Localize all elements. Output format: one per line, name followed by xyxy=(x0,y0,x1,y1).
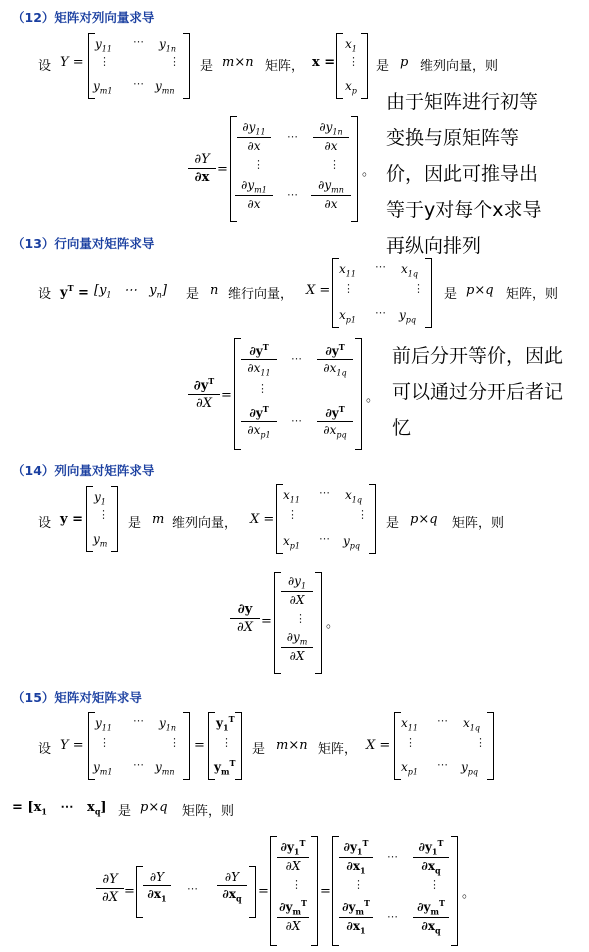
matrix-X-13: $x_{11}$ ⋯ $x_{1q}$ ⋮ ⋮ $x_{p1}$ ⋯ $y_{pq}$ xyxy=(332,258,432,328)
matrix-dyT-dX: $\frac{\partial y^T}{\partial x_{11}}$ ⋯ $\frac{\partial y^T}{\partial x_{1q}}$ ⋮ $\frac{\partial y^T}{\partial x_{p1}}$ ⋯ $\partial y^T$ $\partial x_{pq}$ xyxy=(234,338,362,450)
vector-x: $x_1$ ⋮ $x_p$ xyxy=(336,33,368,99)
matrix-dY-dx-row: $\frac{\partial Y}{\partial x_1}$ ⋯ $\frac{\partial Y}{\partial x_q}$ xyxy=(136,866,256,918)
matrix-Y: $y_{11}$ ⋯ $y_{1n}$ ⋮ ⋮ $y_{m1}$ ⋯ $y_{mn}$ xyxy=(88,33,190,99)
matrix-X-14: $x_{11}$ ⋯ $x_{1q}$ ⋮ ⋮ $x_{p1}$ ⋯ $y_{pq}$ xyxy=(276,484,376,554)
section-13-heading: （13）行向量对矩阵求导 xyxy=(12,236,155,251)
matrix-Y-15: $y_{11}$ ⋯ $y_{1n}$ ⋮ ⋮ $y_{m1}$ ⋯ $y_{mn}$ xyxy=(88,712,190,780)
matrix-X-15: $x_{11}$ ⋯ $x_{1q}$ ⋮ ⋮ $x_{p1}$ ⋯ $y_{pq}$ xyxy=(394,712,494,780)
matrix-dY-dx: $\frac{\partial y_{11}}{\partial x}$ ⋯ $\frac{\partial y_{1n}}{\partial x}$ ⋮ ⋮ $\frac{\partial y_{m1}}{\partial x}$ ⋯ $\partial y_{mn}$ ∂x xyxy=(230,116,358,222)
matrix-full-15: $\frac{\partial y_1^T}{\partial x_1}$ ⋯ $\frac{\partial y_1^T}{\partial x_q}$ ⋮ ⋮ $\partial y_m^T$ $\partial x_1$ ⋯ $\partial y_m^T$ $\partial x_q$ xyxy=(332,836,458,946)
section-14-heading: （14）列向量对矩阵求导 xyxy=(12,463,155,478)
section-12-heading: （12）矩阵对列向量求导 xyxy=(12,10,155,25)
note-1: 由于矩阵进行初等 变换与原矩阵等 价，因此可推导出 等于y对每个x求导 再纵向排列 xyxy=(386,91,542,257)
matrix-Y-rows: $y_1^T$ ⋮ $y_m^T$ xyxy=(208,712,242,780)
note-2: 前后分开等价，因此 可以通过分开后者记 忆 xyxy=(392,345,564,439)
section-15-heading: （15）矩阵对矩阵求导 xyxy=(12,690,142,705)
vector-y: $y_1$ ⋮ $y_m$ xyxy=(86,486,118,552)
text-she: 设 xyxy=(38,59,52,74)
matrix-dy-dX: $\frac{\partial y_1}{\partial X}$ ⋮ $\frac{\partial y_m}{\partial X}$ xyxy=(274,572,322,674)
matrix-dyiT-dX: $\frac{\partial y_1^T}{\partial X}$ ⋮ $\partial y_m^T$ ∂X xyxy=(270,836,318,946)
